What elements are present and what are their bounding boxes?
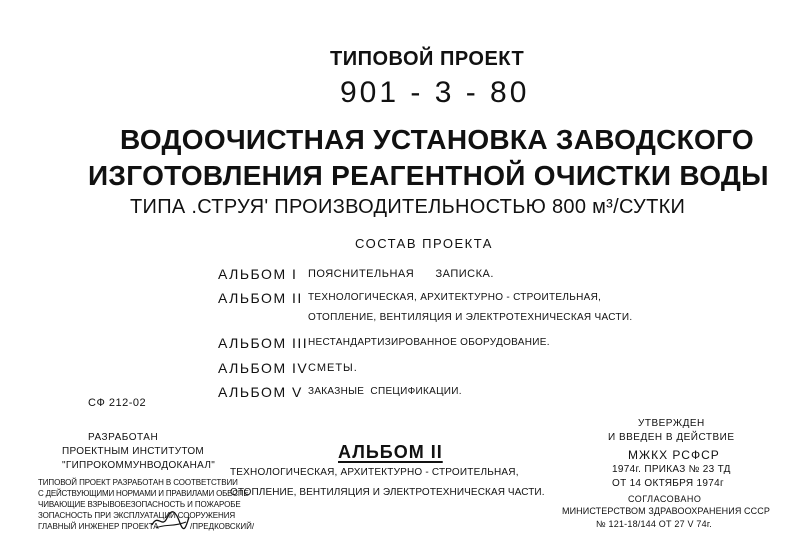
developer-note2: С ДЕЙСТВУЮЩИМИ НОРМАМИ И ПРАВИЛАМИ ОБЕСПЕ xyxy=(38,489,249,498)
current-album-label: АЛЬБОМ II xyxy=(338,442,443,462)
album-2-text: ТЕХНОЛОГИЧЕСКАЯ, АРХИТЕКТУРНО - СТРОИТЕЛЬНАЯ, xyxy=(308,292,602,303)
main-title-line2: ИЗГОТОВЛЕНИЯ РЕАГЕНТНОЙ ОЧИСТКИ ВОДЫ xyxy=(88,160,769,191)
project-label: ТИПОВОЙ ПРОЕКТ xyxy=(330,48,525,70)
signature-mark xyxy=(150,509,190,531)
developer-note4: ЗОПАСНОСТЬ ПРИ ЭКСПЛУАТАЦИИ СООРУЖЕНИЯ xyxy=(38,511,236,520)
album-2-text-line2: ОТОПЛЕНИЕ, ВЕНТИЛЯЦИЯ И ЭЛЕКТРОТЕХНИЧЕСКАЯ ЧАСТИ. xyxy=(308,312,633,323)
main-title-line1: ВОДООЧИСТНАЯ УСТАНОВКА ЗАВОДСКОГО xyxy=(120,124,754,155)
approval-line6: СОГЛАСОВАНО xyxy=(628,494,702,504)
approval-line4: 1974г. ПРИКАЗ № 23 ТД xyxy=(612,464,731,475)
album-4-text: СМЕТЫ. xyxy=(308,362,358,374)
developer-line2: ПРОЕКТНЫМ ИНСТИТУТОМ xyxy=(62,446,205,457)
approval-line8: № 121-18/144 ОТ 27 V 74г. xyxy=(596,519,712,529)
developer-note3: ЧИВАЮЩИЕ ВЗРЫВОБЕЗОПАСНОСТЬ И ПОЖАРОБЕ xyxy=(38,500,241,509)
approval-line3: МЖКХ РСФСР xyxy=(628,448,720,462)
approval-line1: УТВЕРЖДЕН xyxy=(638,418,705,429)
document-code: СФ 212-02 xyxy=(88,397,147,409)
developer-line1: РАЗРАБОТАН xyxy=(88,432,159,443)
album-1-label: АЛЬБОМ I xyxy=(218,266,298,282)
album-5-label: АЛЬБОМ V xyxy=(218,384,303,400)
current-album-line2: ОТОПЛЕНИЕ, ВЕНТИЛЯЦИЯ И ЭЛЕКТРОТЕХНИЧЕСКАЯ ЧАСТИ. xyxy=(230,487,545,498)
composition-heading: СОСТАВ ПРОЕКТА xyxy=(355,236,493,251)
chief-engineer-name: /ПРЕДКОВСКИЙ/ xyxy=(190,522,255,531)
approval-line2: И ВВЕДЕН В ДЕЙСТВИЕ xyxy=(608,432,735,443)
developer-note1: ТИПОВОЙ ПРОЕКТ РАЗРАБОТАН В СООТВЕТСТВИИ xyxy=(38,478,238,487)
approval-line5: ОТ 14 ОКТЯБРЯ 1974г xyxy=(612,478,724,489)
project-number: 901 - 3 - 80 xyxy=(340,76,530,109)
approval-line7: МИНИСТЕРСТВОМ ЗДРАВООХРАНЕНИЯ СССР xyxy=(562,506,770,516)
current-album-line1: ТЕХНОЛОГИЧЕСКАЯ, АРХИТЕКТУРНО - СТРОИТЕЛЬНАЯ, xyxy=(230,467,519,478)
developer-line3: "ГИПРОКОММУНВОДОКАНАЛ" xyxy=(62,460,216,471)
album-1-text: ПОЯСНИТЕЛЬНАЯ ЗАПИСКА. xyxy=(308,268,494,280)
album-5-text: ЗАКАЗНЫЕ СПЕЦИФИКАЦИИ. xyxy=(308,386,462,397)
album-3-text: НЕСТАНДАРТИЗИРОВАННОЕ ОБОРУДОВАНИЕ. xyxy=(308,337,550,348)
album-3-label: АЛЬБОМ III xyxy=(218,335,309,351)
main-subtitle: ТИПА .СТРУЯ' ПРОИЗВОДИТЕЛЬНОСТЬЮ 800 м³/СУТКИ xyxy=(130,196,686,218)
developer-note5: ГЛАВНЫЙ ИНЖЕНЕР ПРОЕКТА xyxy=(38,522,159,531)
album-2-label: АЛЬБОМ II xyxy=(218,290,303,306)
album-4-label: АЛЬБОМ IV xyxy=(218,360,309,376)
